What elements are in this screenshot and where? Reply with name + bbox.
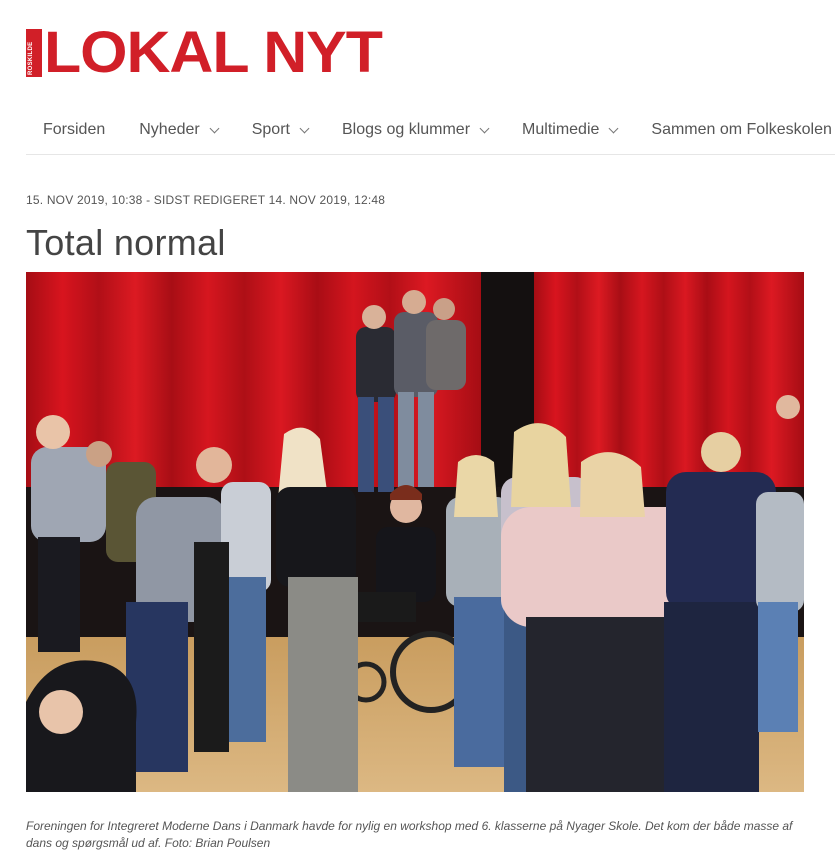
nav-item-forsiden[interactable] bbox=[43, 121, 105, 139]
article-title: Total normal bbox=[26, 222, 226, 263]
article-photo bbox=[26, 272, 804, 792]
article-dateline: 15. NOV 2019, 10:38 - SIDST REDIGERET 14. NOV 2019, 12:48 bbox=[26, 193, 386, 207]
chevron-down-icon bbox=[300, 123, 310, 133]
nav-item-label: Multimedie bbox=[522, 121, 600, 138]
site-logo[interactable] bbox=[26, 20, 382, 85]
main-nav bbox=[26, 112, 835, 148]
chevron-down-icon bbox=[609, 123, 619, 133]
photo-caption: Foreningen for Integreret Moderne Dans i Danmark havde for nylig en workshop med 6. klasserne på Nyager Skole. Det kom der både masse af dans og spørgsmål ud af. Foto: Brian Poulsen bbox=[26, 819, 793, 850]
logo-wordmark: LOKAL NYT bbox=[44, 20, 382, 85]
nav-divider bbox=[26, 154, 835, 155]
nav-item-label: Blogs og klummer bbox=[341, 121, 471, 138]
chevron-down-icon bbox=[480, 123, 490, 133]
nav-item-multimedie[interactable] bbox=[522, 121, 617, 139]
logo-tag: ROSKILDE bbox=[26, 29, 42, 77]
nav-item-label: Forsiden bbox=[43, 121, 106, 138]
nav-item-label: Sammen om Folkeskolen bbox=[651, 121, 832, 138]
nav-item-sport[interactable] bbox=[252, 121, 308, 139]
nav-item-label: Nyheder bbox=[139, 121, 200, 138]
chevron-down-icon bbox=[209, 123, 219, 133]
nav-item-nyheder[interactable] bbox=[139, 121, 217, 139]
site-header bbox=[0, 0, 835, 180]
nav-item-blogs[interactable] bbox=[342, 121, 488, 139]
nav-item-folkeskolen[interactable] bbox=[651, 121, 832, 139]
nav-item-label: Sport bbox=[251, 121, 290, 138]
